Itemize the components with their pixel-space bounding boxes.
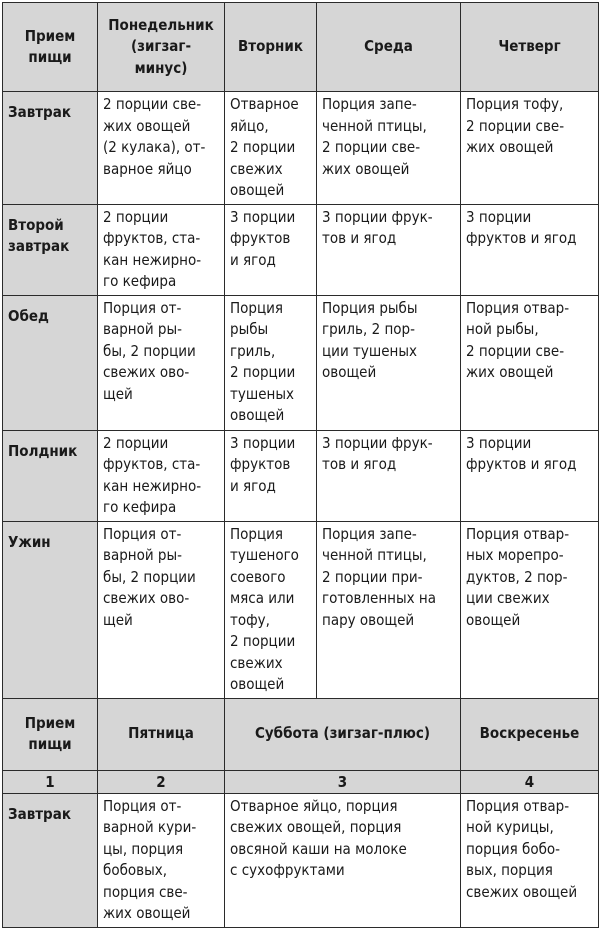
column-number: 2 bbox=[98, 770, 225, 793]
table-cell: 2 порции све- жих овощей (2 кулака), от- варное яйцо bbox=[98, 92, 225, 205]
table-row-weekend-breakfast bbox=[3, 793, 599, 927]
diet-table-page bbox=[2, 2, 598, 922]
header-meal-label: Прием пищи bbox=[3, 3, 98, 92]
table-cell: Порция тофу, 2 порции све- жих овощей bbox=[461, 92, 599, 205]
table-cell: 3 порции фруктов и ягод bbox=[225, 204, 317, 295]
meal-name: Ужин bbox=[3, 521, 98, 698]
column-number: 3 bbox=[225, 770, 461, 793]
table-cell: 3 порции фрук- тов и ягод bbox=[317, 430, 461, 521]
table-cell: 2 порции фруктов, ста- кан нежирно- го кефира bbox=[98, 430, 225, 521]
table-row-afternoon-snack bbox=[3, 430, 599, 521]
table-cell: 3 порции фруктов и ягод bbox=[461, 430, 599, 521]
column-number-row bbox=[3, 770, 599, 793]
table-cell: 3 порции фруктов и ягод bbox=[461, 204, 599, 295]
table-cell: Порция рыбы гриль, 2 порции тушеных овощей bbox=[225, 295, 317, 430]
column-number: 4 bbox=[461, 770, 599, 793]
table-row-second-breakfast bbox=[3, 204, 599, 295]
table-cell: Порция от- варной кури- цы, порция бобовых, порция све- жих овощей bbox=[98, 793, 225, 927]
table-cell: Порция запе- ченной птицы, 2 порции при- готовленных на пару овощей bbox=[317, 521, 461, 698]
table-row-dinner bbox=[3, 521, 599, 698]
table-cell: Порция запе- ченной птицы, 2 порции све- жих овощей bbox=[317, 92, 461, 205]
table-cell: Отварное яйцо, 2 порции свежих овощей bbox=[225, 92, 317, 205]
header-day-tuesday: Вторник bbox=[225, 3, 317, 92]
table-cell: 2 порции фруктов, ста- кан нежирно- го кефира bbox=[98, 204, 225, 295]
table-cell: Порция отвар- ной курицы, порция бобо- вых, порция свежих овощей bbox=[461, 793, 599, 927]
column-number: 1 bbox=[3, 770, 98, 793]
header-row-weekend bbox=[3, 698, 599, 770]
meal-plan-table bbox=[2, 2, 599, 928]
meal-name: Второй завтрак bbox=[3, 204, 98, 295]
table-cell: Порция отвар- ных морепро- дуктов, 2 пор- ции свежих овощей bbox=[461, 521, 599, 698]
table-cell: Порция от- варной ры- бы, 2 порции свежих ово- щей bbox=[98, 521, 225, 698]
meal-name: Обед bbox=[3, 295, 98, 430]
table-cell: Порция тушеного соевого мяса или тофу, 2 порции свежих овощей bbox=[225, 521, 317, 698]
meal-name: Полдник bbox=[3, 430, 98, 521]
header-day-friday: Пятница bbox=[98, 698, 225, 770]
table-cell: Отварное яйцо, порция свежих овощей, порция овсяной каши на молоке с сухофруктами bbox=[225, 793, 461, 927]
table-cell: 3 порции фруктов и ягод bbox=[225, 430, 317, 521]
header-day-thursday: Четверг bbox=[461, 3, 599, 92]
table-cell: Порция рыбы гриль, 2 пор- ции тушеных овощей bbox=[317, 295, 461, 430]
header-day-sunday: Воскресенье bbox=[461, 698, 599, 770]
table-row-lunch bbox=[3, 295, 599, 430]
header-day-monday: Понедельник (зигзаг- минус) bbox=[98, 3, 225, 92]
table-cell: Порция от- варной ры- бы, 2 порции свежих ово- щей bbox=[98, 295, 225, 430]
meal-name: Завтрак bbox=[3, 92, 98, 205]
header-day-wednesday: Среда bbox=[317, 3, 461, 92]
table-cell: 3 порции фрук- тов и ягод bbox=[317, 204, 461, 295]
header-day-saturday: Суббота (зигзаг-плюс) bbox=[225, 698, 461, 770]
table-cell: Порция отвар- ной рыбы, 2 порции све- жих овощей bbox=[461, 295, 599, 430]
table-row-breakfast bbox=[3, 92, 599, 205]
header-row-weekdays bbox=[3, 3, 599, 92]
meal-name: Завтрак bbox=[3, 793, 98, 927]
header-meal-label: Прием пищи bbox=[3, 698, 98, 770]
